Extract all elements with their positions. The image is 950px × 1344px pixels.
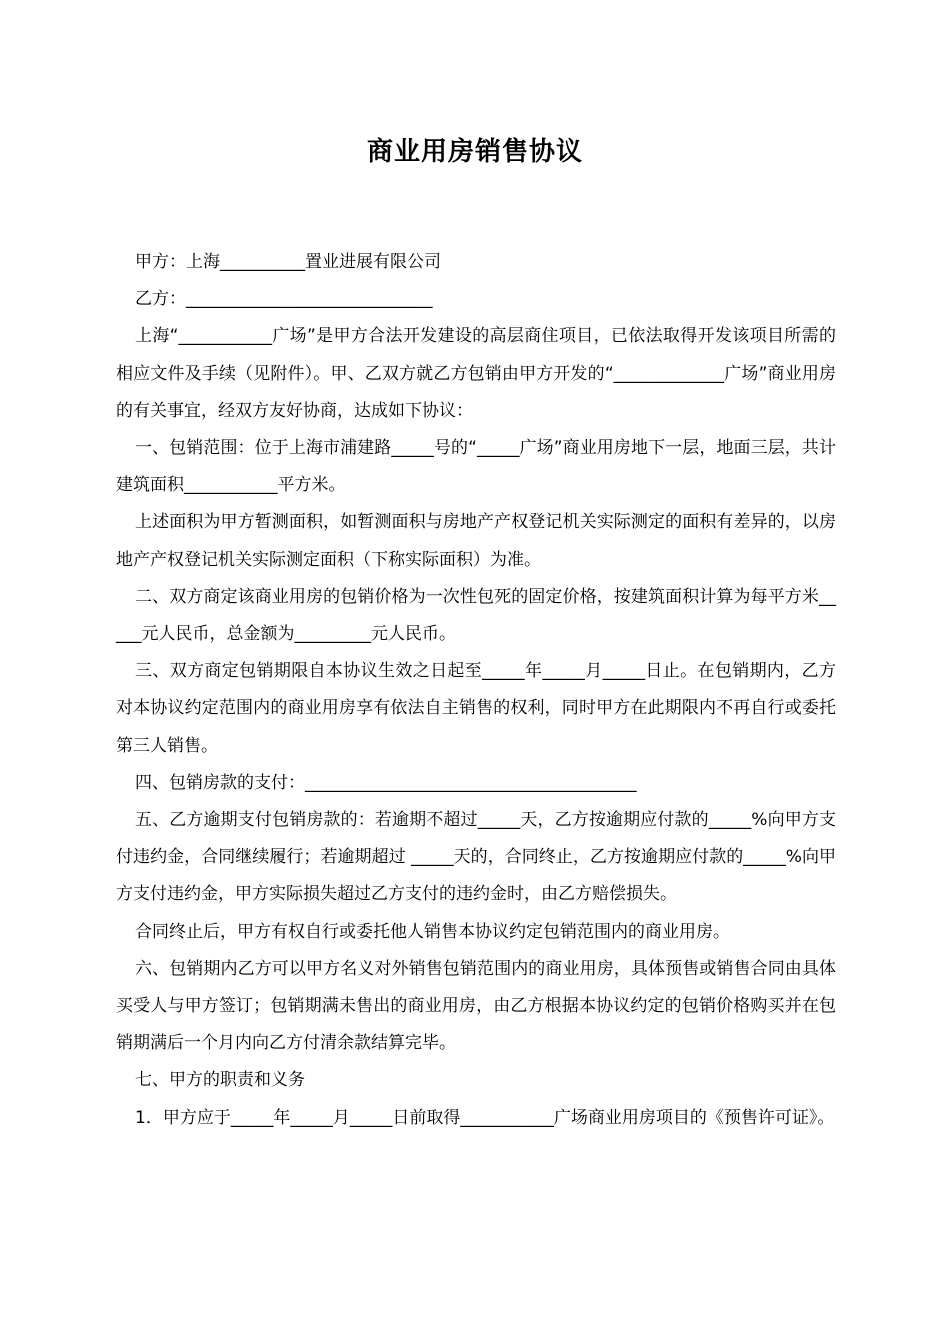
clause-7-item-1: 1．甲方应于_____年_____月_____日前取得___________广场商业用房项目的《预售许可证》。 [135,1107,835,1128]
clause-2-price: 二、双方商定该商业用房的包销价格为一次性包死的固定价格，按建筑面积计算为每平方米_____元人民币，总金额为_________元人民币。 [116,586,836,645]
clause-6-sales: 六、包销期内乙方可以甲方名义对外销售包销范围内的商业用房，具体预售或销售合同由具体买受人与甲方签订；包销期满未售出的商业用房，由乙方根据本协议约定的包销价格购买并在包销期满后一个月内向乙方付清余款结算完毕。 [116,958,836,1054]
document-title: 商业用房销售协议 [366,137,583,167]
clause-1-area-note: 上述面积为甲方暂测面积，如暂测面积与房地产产权登记机关实际测定的面积有差异的，以房地产产权登记机关实际测定面积（下称实际面积）为准。 [116,512,836,570]
clause-5-late-payment: 五、乙方逾期支付包销房款的：若逾期不超过_____天，乙方按逾期应付款的_____%向甲方支付违约金，合同继续履行；若逾期超过 _____天的，合同终止，乙方按逾期应付款的_____%向甲方支付违约金，甲方实际损失超过乙方支付的违约金时，由乙方赔偿损失。 [116,810,836,905]
clause-5-termination-note: 合同终止后，甲方有权自行或委托他人销售本协议约定包销范围内的商业用房。 [135,921,730,942]
clause-7-heading: 七、甲方的职责和义务 [135,1070,305,1091]
preamble-paragraph: 上海“___________广场”是甲方合法开发建设的高层商住项目，已依法取得开发该项目所需的相应文件及手续（见附件）。甲、乙双方就乙方包销由甲方开发的“_____________广场”商业用房的有关事宜，经双方友好协商，达成如下协议： [116,326,836,421]
clause-3-term: 三、双方商定包销期限自本协议生效之日起至_____年_____月_____日止。在包销期内，乙方对本协议约定范围内的商业用房享有依法自主销售的权利，同时甲方在此期限内不再自行或委托第三人销售。 [116,661,836,756]
clause-1-scope: 一、包销范围：位于上海市浦建路_____号的“_____广场”商业用房地下一层，地面三层，共计建筑面积___________平方米。 [116,438,836,496]
party-b-line: 乙方：_____________________________ [135,289,433,310]
clause-4-payment: 四、包销房款的支付：_______________________________________ [135,772,637,793]
document-body [116,244,836,1137]
party-a-line: 甲方：上海__________置业进展有限公司 [135,252,441,272]
